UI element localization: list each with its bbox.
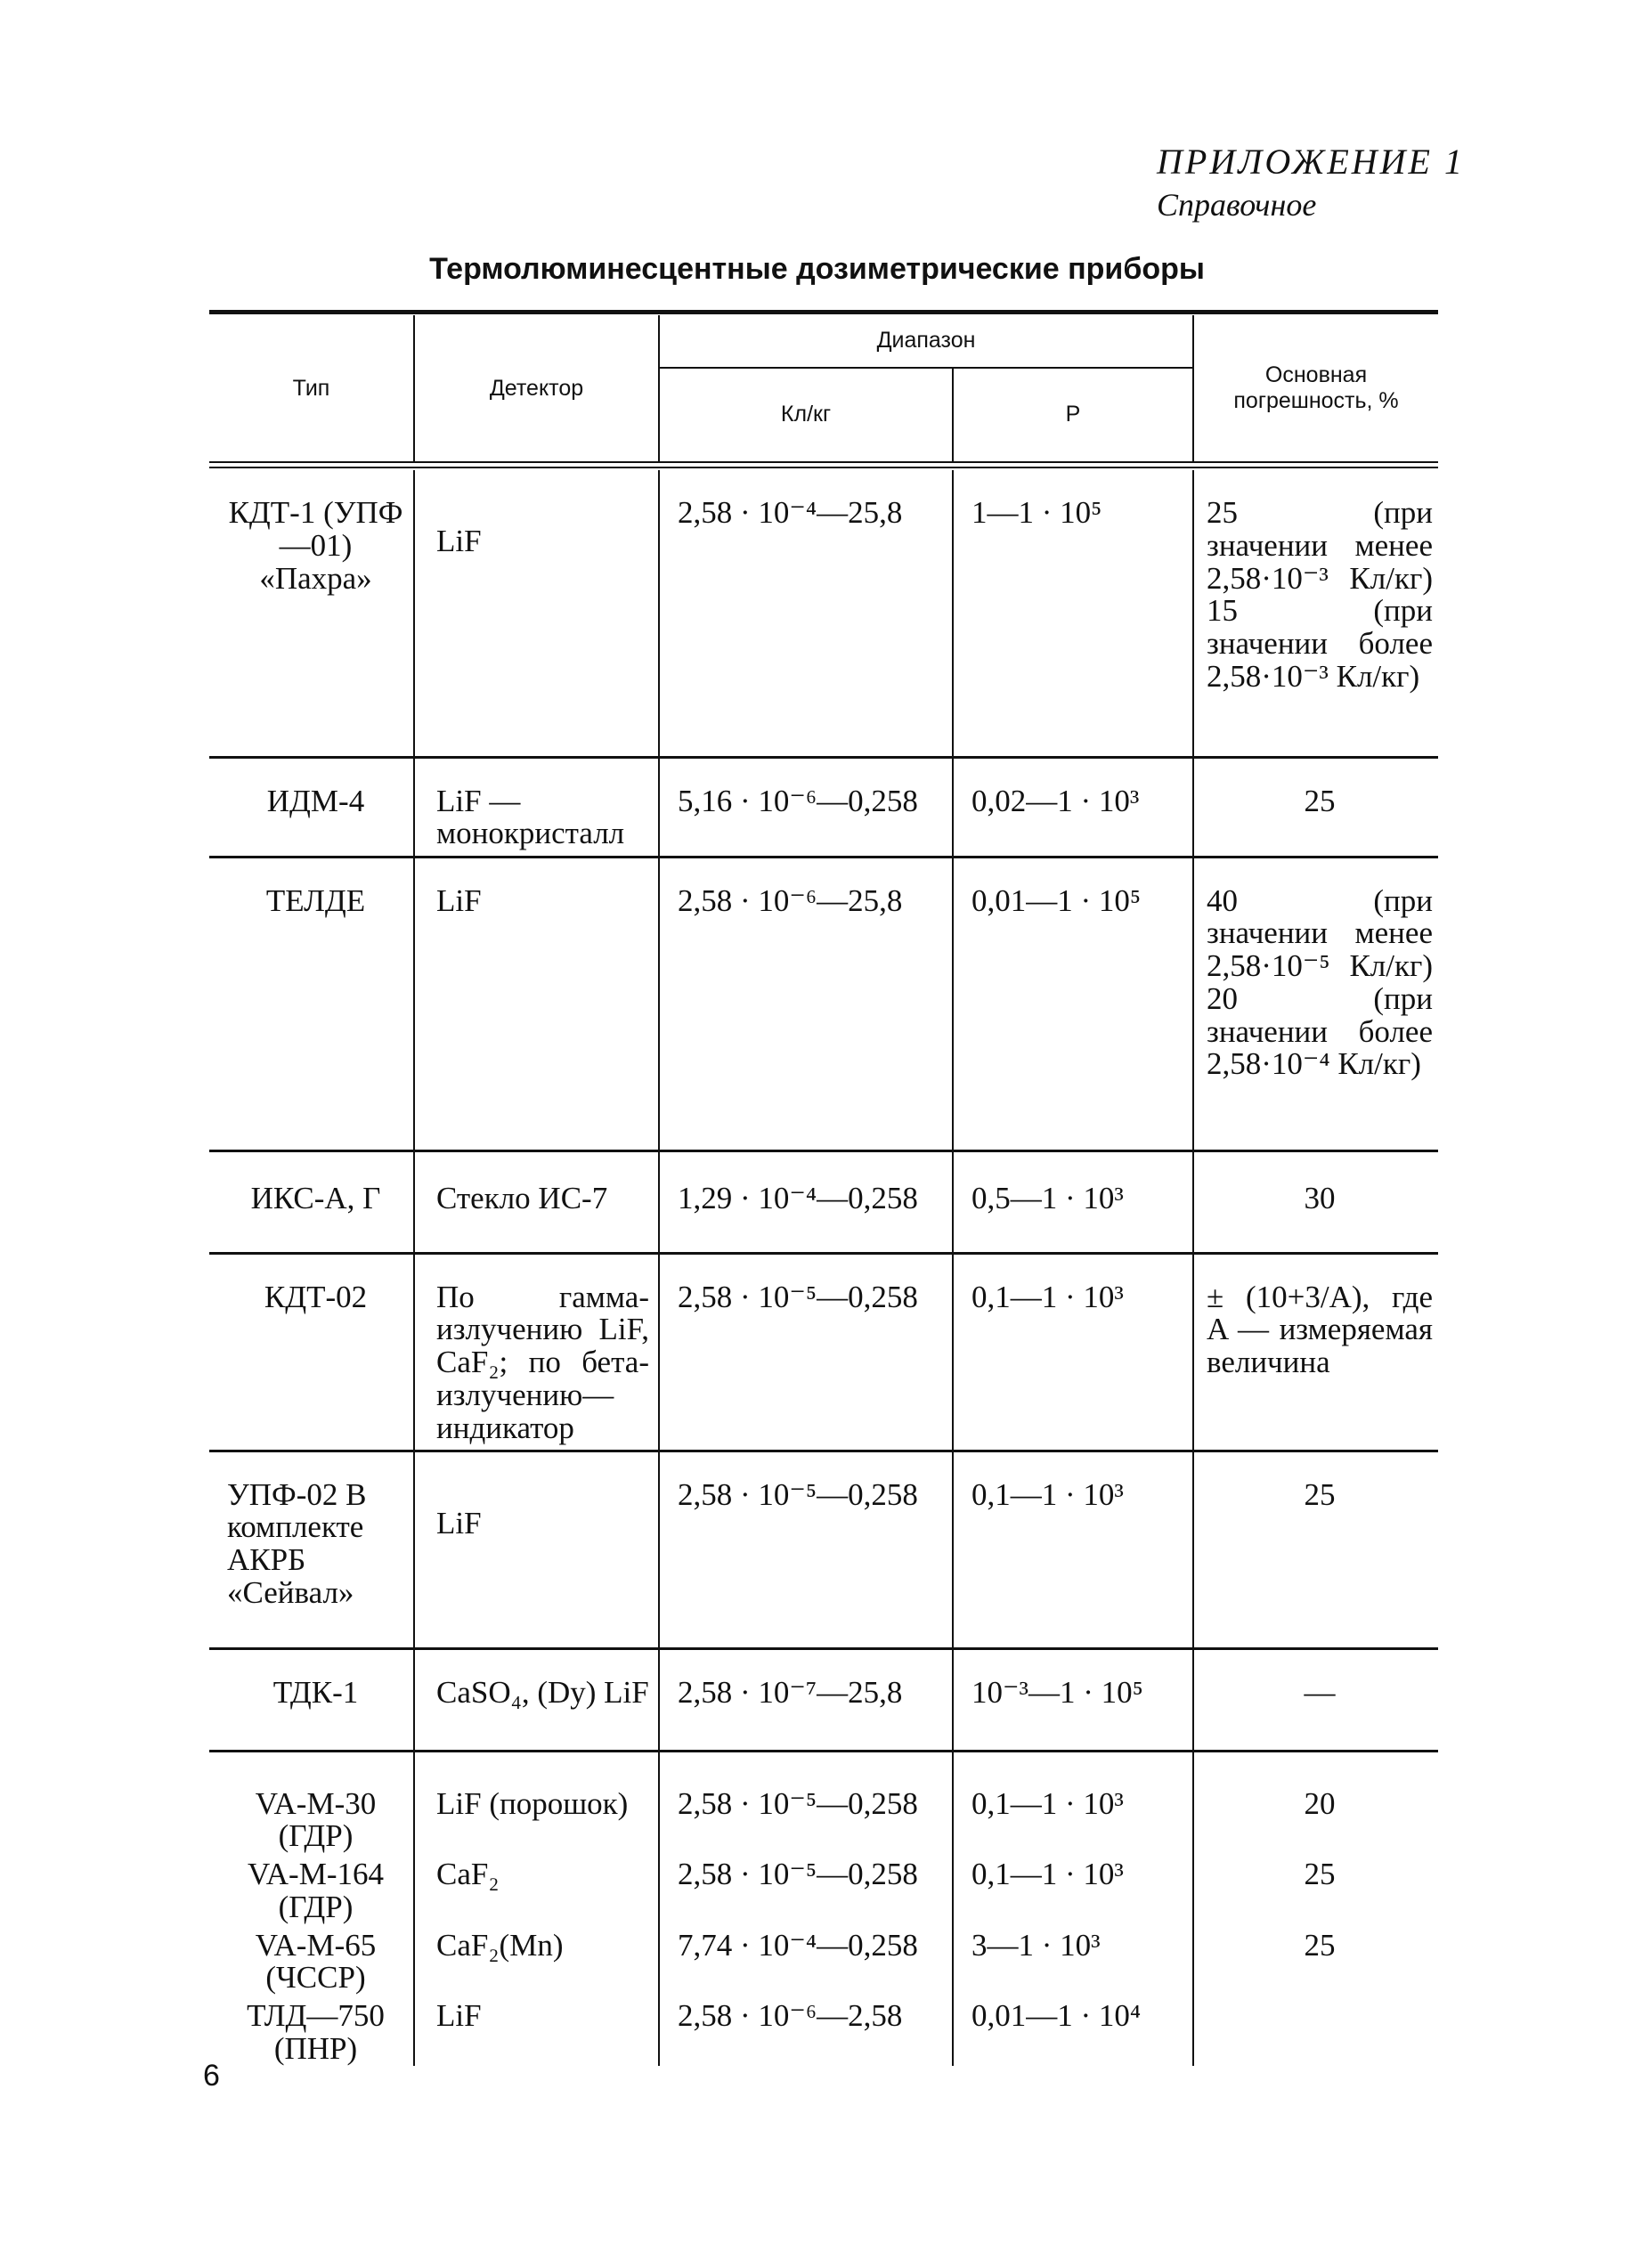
detector-cell: LiF (414, 1451, 659, 1648)
range-r-cell: 0,1—1 · 10³ (953, 1751, 1193, 1853)
type-cell: ИДМ-4 (266, 783, 365, 818)
error-cell: 20 (1193, 1751, 1438, 1853)
range-ckg-cell: 2,58 · 10⁻⁵—0,258 (659, 1751, 953, 1853)
table-row (209, 1253, 1438, 1451)
type-cell: ТЛД—750 (ПНР) (247, 1998, 385, 2066)
range-ckg-cell: 2,58 · 10⁻⁵—0,258 (659, 1853, 953, 1924)
range-ckg-cell: 2,58 · 10⁻⁶—2,58 (659, 1995, 953, 2066)
type-cell: ТДК-1 (272, 1674, 359, 1710)
type-cell: ИКС-А, Г (250, 1180, 381, 1215)
type-cell: КДТ-1 (УПФ—01) «Пахра» (228, 495, 403, 596)
error-cell: 25 (1193, 1924, 1438, 1996)
range-ckg-cell: 7,74 · 10⁻⁴—0,258 (659, 1924, 953, 1996)
detector-cell: LiF (414, 1995, 659, 2066)
range-ckg-cell: 1,29 · 10⁻⁴—0,258 (659, 1150, 953, 1253)
table-title: Термолюминесцентные дозиметрические приборы (429, 252, 1205, 286)
detector-cell: CaSO₄, (Dy) LiF (414, 1648, 659, 1751)
range-ckg-cell: 2,58 · 10⁻⁵—0,258 (659, 1253, 953, 1451)
header-range-ckg: Кл/кг (659, 368, 953, 461)
error-cell: 40 (при значении менее 2,58·10⁻⁵ Кл/кг) 20 (при значении более 2,58·10⁻⁴ Кл/кг) (1193, 857, 1438, 1150)
error-cell: ± (10+3/A), где A — измеряемая величина (1193, 1253, 1438, 1451)
range-r-cell: 0,5—1 · 10³ (953, 1150, 1193, 1253)
page-number: 6 (203, 2059, 220, 2093)
range-ckg-cell: 2,58 · 10⁻⁷—25,8 (659, 1648, 953, 1751)
table-row (209, 857, 1438, 1150)
range-r-cell: 1—1 · 10⁵ (953, 470, 1193, 757)
table-row (209, 1751, 1438, 1853)
range-r-cell: 0,1—1 · 10³ (953, 1451, 1193, 1648)
range-r-cell: 3—1 · 10³ (953, 1924, 1193, 1996)
table-row (209, 470, 1438, 757)
table-row (209, 1648, 1438, 1751)
table-row (209, 1451, 1438, 1648)
type-cell: VA-M-30 (ГДР) (255, 1785, 377, 1854)
detector-cell: LiF (порошок) (414, 1751, 659, 1853)
table-row (209, 1995, 1438, 2066)
header-range-r: Р (953, 368, 1193, 461)
table-row (209, 1853, 1438, 1924)
error-cell: 25 (при значении менее 2,58·10⁻³ Кл/кг) 15 (при значении более 2,58·10⁻³ Кл/кг) (1193, 470, 1438, 757)
appendix-kind: Справочное (1157, 187, 1317, 223)
detector-cell: LiF (414, 470, 659, 757)
table-row (209, 757, 1438, 857)
table-row (209, 1150, 1438, 1253)
range-r-cell: 0,1—1 · 10³ (953, 1853, 1193, 1924)
detector-cell: CaF₂(Mn) (414, 1924, 659, 1996)
detector-cell: LiF (414, 857, 659, 1150)
type-cell: ТЕЛДЕ (265, 882, 366, 918)
type-cell: VA-M-164 (ГДР) (248, 1857, 384, 1924)
detector-cell: По гамма-излучению LiF, CaF₂; по бета-излучению—индикатор (414, 1253, 659, 1451)
range-r-cell: 0,02—1 · 10³ (953, 757, 1193, 857)
header-type: Тип (292, 375, 330, 401)
type-cell: УПФ-02 В комплекте АКРБ «Сейвал» (227, 1476, 367, 1610)
range-ckg-cell: 2,58 · 10⁻⁴—25,8 (659, 470, 953, 757)
range-r-cell: 0,1—1 · 10³ (953, 1253, 1193, 1451)
range-r-cell: 0,01—1 · 10⁵ (953, 857, 1193, 1150)
error-cell: 30 (1193, 1150, 1438, 1253)
type-cell: КДТ-02 (264, 1279, 368, 1314)
error-cell: 25 (1193, 1451, 1438, 1648)
header-error: Основная погрешность, % (1193, 315, 1438, 461)
table-row (209, 1924, 1438, 1996)
instruments-table (209, 310, 1438, 2066)
range-r-cell: 0,01—1 · 10⁴ (953, 1995, 1193, 2066)
error-cell: — (1193, 1648, 1438, 1751)
error-cell: 25 (1193, 757, 1438, 857)
range-ckg-cell: 2,58 · 10⁻⁶—25,8 (659, 857, 953, 1150)
range-ckg-cell: 5,16 · 10⁻⁶—0,258 (659, 757, 953, 857)
detector-cell: CaF₂ (414, 1853, 659, 1924)
appendix-header (1157, 141, 1465, 224)
error-cell: 25 (1193, 1853, 1438, 1924)
error-cell (1193, 1995, 1438, 2066)
detector-cell: Стекло ИС-7 (414, 1150, 659, 1253)
range-ckg-cell: 2,58 · 10⁻⁵—0,258 (659, 1451, 953, 1648)
header-detector: Детектор (414, 315, 659, 461)
range-r-cell: 10⁻³—1 · 10⁵ (953, 1648, 1193, 1751)
detector-cell: LiF — монокристалл (414, 757, 659, 857)
appendix-label: ПРИЛОЖЕНИЕ 1 (1157, 142, 1465, 182)
type-cell: VA-M-65 (ЧССР) (255, 1927, 377, 1996)
header-range: Диапазон (659, 315, 1193, 368)
